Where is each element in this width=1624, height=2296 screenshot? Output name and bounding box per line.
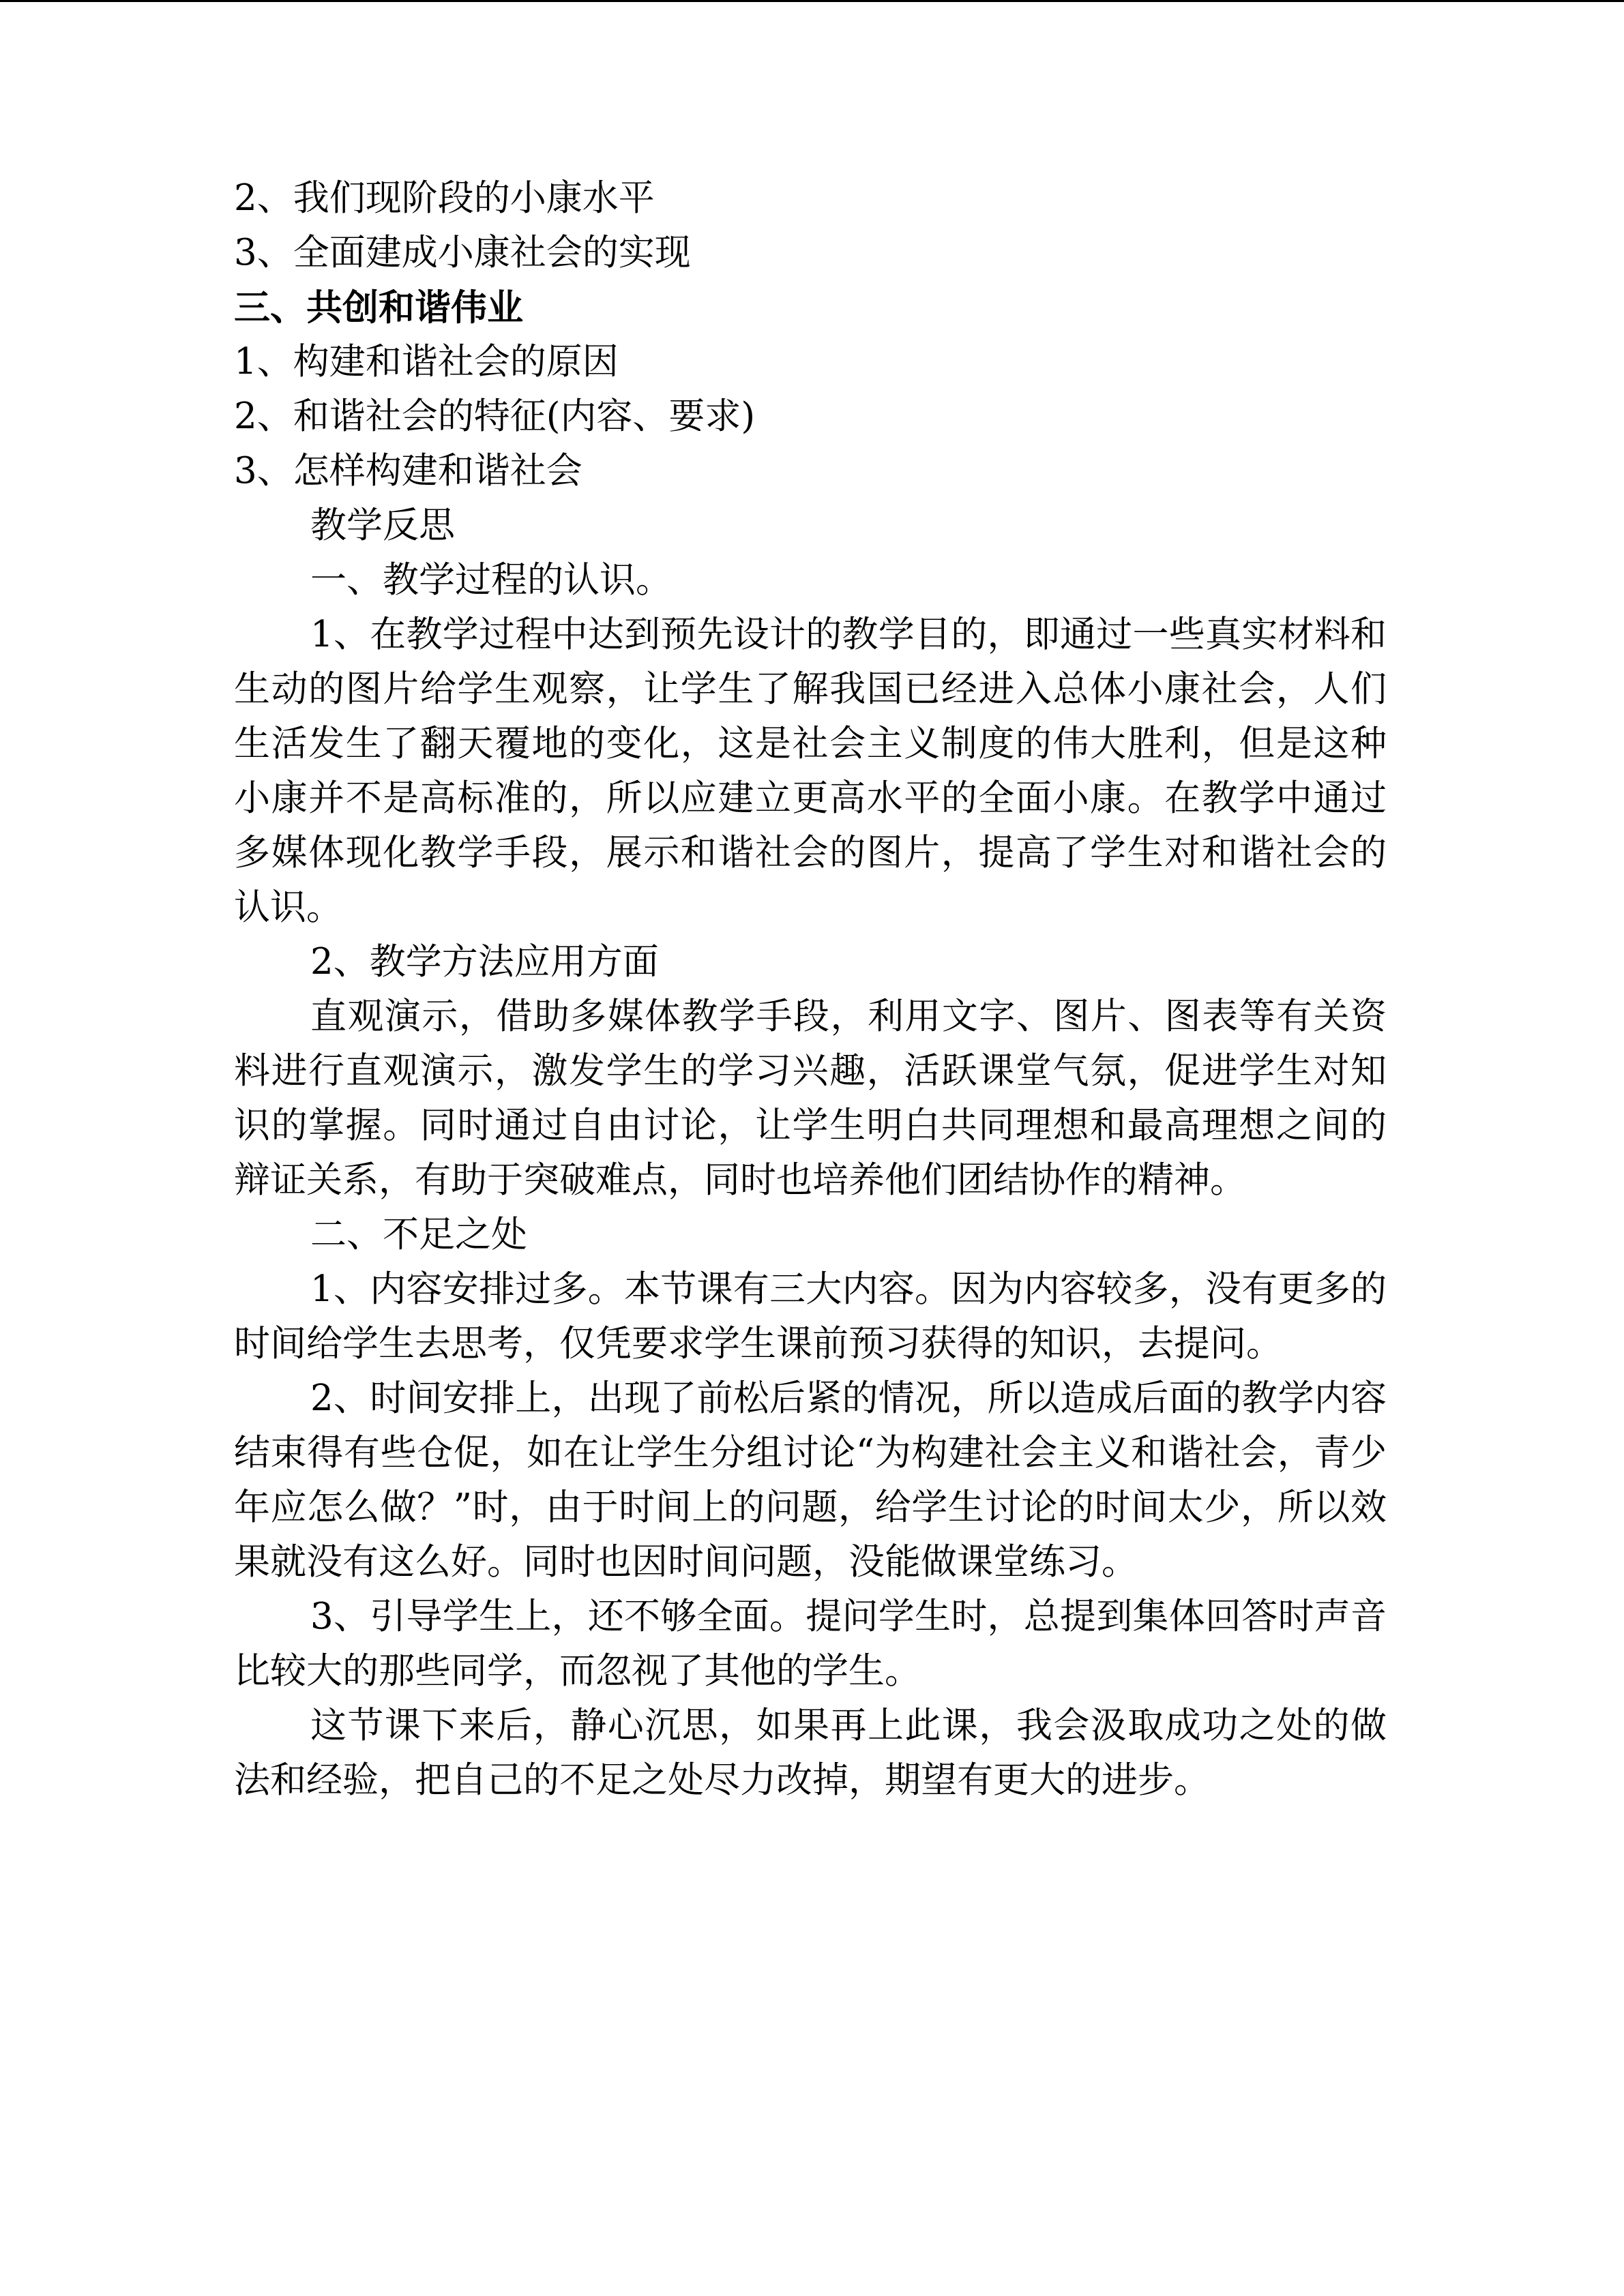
- outline-item-2: 2、我们现阶段的小康水平: [234, 177, 655, 219]
- reflection-part2-paragraph-2: 2、时间安排上，出现了前松后紧的情况，所以造成后面的教学内容结束得有些仓促，如在让学生分组讨论“为构建社会主义和谐社会，青少年应怎么做？”时，由于时间上的问题，给学生讨论的时间太少，所以效果就没有这么好。同时也因时间问题，没能做课堂练习。: [234, 1377, 1387, 1583]
- outline-item-3: 3、全面建成小康社会的实现: [234, 232, 691, 273]
- document-body: [234, 171, 1387, 1808]
- reflection-title: 教学反思: [310, 505, 455, 546]
- section-3-item-3: 3、怎样构建和谐社会: [234, 450, 582, 492]
- section-3-item-1: 1、构建和谐社会的原因: [234, 341, 619, 383]
- reflection-part2-heading: 二、不足之处: [310, 1214, 527, 1255]
- reflection-part1-subheading-2: 2、教学方法应用方面: [310, 941, 659, 983]
- section-3-item-2: 2、和谐社会的特征(内容、要求): [234, 396, 756, 437]
- reflection-part2-paragraph-3: 3、引导学生上，还不够全面。提问学生时，总提到集体回答时声音比较大的那些同学，而忽视了其他的学生。: [234, 1596, 1387, 1692]
- reflection-closing-paragraph: 这节课下来后，静心沉思，如果再上此课，我会汲取成功之处的做法和经验，把自己的不足之处尽力改掉，期望有更大的进步。: [234, 1705, 1387, 1801]
- reflection-part2-paragraph-1: 1、内容安排过多。本节课有三大内容。因为内容较多，没有更多的时间给学生去思考，仅凭要求学生课前预习获得的知识，去提问。: [234, 1268, 1387, 1365]
- reflection-part1-paragraph-2: 直观演示，借助多媒体教学手段，利用文字、图片、图表等有关资料进行直观演示，激发学生的学习兴趣，活跃课堂气氛，促进学生对知识的掌握。同时通过自由讨论，让学生明白共同理想和最高理想之间的辩证关系，有助于突破难点，同时也培养他们团结协作的精神。: [234, 996, 1387, 1201]
- reflection-part1-heading: 一、教学过程的认识。: [310, 559, 672, 601]
- reflection-part1-paragraph-1: 1、在教学过程中达到预先设计的教学目的，即通过一些真实材料和生动的图片给学生观察，让学生了解我国已经进入总体小康社会，人们生活发生了翻天覆地的变化，这是社会主义制度的伟大胜利，但是这种小康并不是高标准的，所以应建立更高水平的全面小康。在教学中通过多媒体现化教学手段，展示和谐社会的图片，提高了学生对和谐社会的认识。: [234, 614, 1387, 928]
- section-3-heading: 三、共创和谐伟业: [234, 286, 523, 329]
